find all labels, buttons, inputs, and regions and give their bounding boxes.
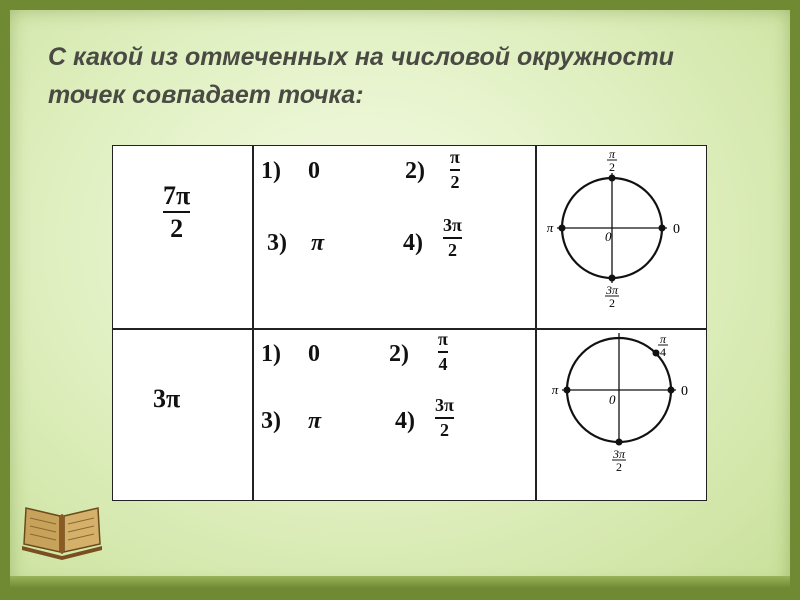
label-diagonal-denominator: 4 [660,345,666,359]
open-book-icon [18,500,106,562]
point-bottom [609,275,616,282]
row2-option4-denominator: 2 [439,419,449,440]
label-bottom-numerator: 3π [612,447,626,461]
row2-option2-number: 2) [389,341,409,367]
label-bottom-denominator: 2 [609,296,615,310]
row1-option4-numerator: 3π [443,215,462,235]
label-top-denominator: 2 [609,160,615,174]
row1-point-numerator: 7π [163,181,191,210]
fraction-bar [435,417,454,419]
row1-option2-number: 2) [405,158,425,184]
label-right: 0 [681,384,688,399]
row2-point: 3π [153,384,181,413]
question-line-2: точек совпадает точка: [48,81,364,109]
label-bottom-denominator: 2 [616,460,622,474]
row1-point-fraction [163,182,190,243]
row2-unit-circle-diagram [535,328,707,502]
question-line-1: С какой из отмеченных на числовой окружности [48,43,674,71]
row2-option1-number: 1) [261,341,281,367]
row1-point-denominator: 2 [170,214,184,244]
row2-option2-denominator: 4 [438,353,448,374]
row1-option4-number: 4) [403,230,423,256]
question-text [48,38,768,114]
row2-option2-fraction [438,330,448,374]
row2-option4-numerator: 3π [435,395,454,415]
row1-option4-fraction [443,216,462,260]
point-top [609,175,616,182]
row2-option3-value: π [308,408,322,434]
row2-option4-fraction [435,396,454,440]
task-table [112,145,707,501]
row1-unit-circle-diagram [535,146,707,328]
label-center: 0 [605,229,612,244]
row1-option2-denominator: 2 [450,171,460,192]
row2-option1-value: 0 [308,341,320,367]
row1-option4-denominator: 2 [447,239,457,260]
fraction-bar [450,169,460,171]
row1-option3-value: π [311,230,325,256]
point-left [564,387,571,394]
fraction-bar [163,211,190,213]
row2-option3-number: 3) [261,408,281,434]
fraction-bar [438,351,448,353]
label-left: π [551,382,559,397]
row2-option4-number: 4) [395,408,415,434]
fraction-bar [443,237,462,239]
label-right: 0 [673,222,680,237]
row1-option2-fraction [450,148,460,192]
label-center: 0 [609,392,616,407]
point-diagonal [653,350,660,357]
label-bottom-numerator: 3π [605,283,619,297]
label-left: π [546,220,554,235]
row1-option2-numerator: π [450,147,460,167]
point-right [668,387,675,394]
point-left [559,225,566,232]
row1-option1-value: 0 [308,158,320,184]
row2-option2-numerator: π [438,329,448,349]
point-right [659,225,666,232]
slide-bottom-bar [10,576,790,588]
label-diagonal-numerator: π [659,332,667,346]
column-divider [252,146,254,500]
label-top-numerator: π [608,147,616,161]
point-bottom [616,439,623,446]
row1-option1-number: 1) [261,158,281,184]
row1-option3-number: 3) [267,230,287,256]
